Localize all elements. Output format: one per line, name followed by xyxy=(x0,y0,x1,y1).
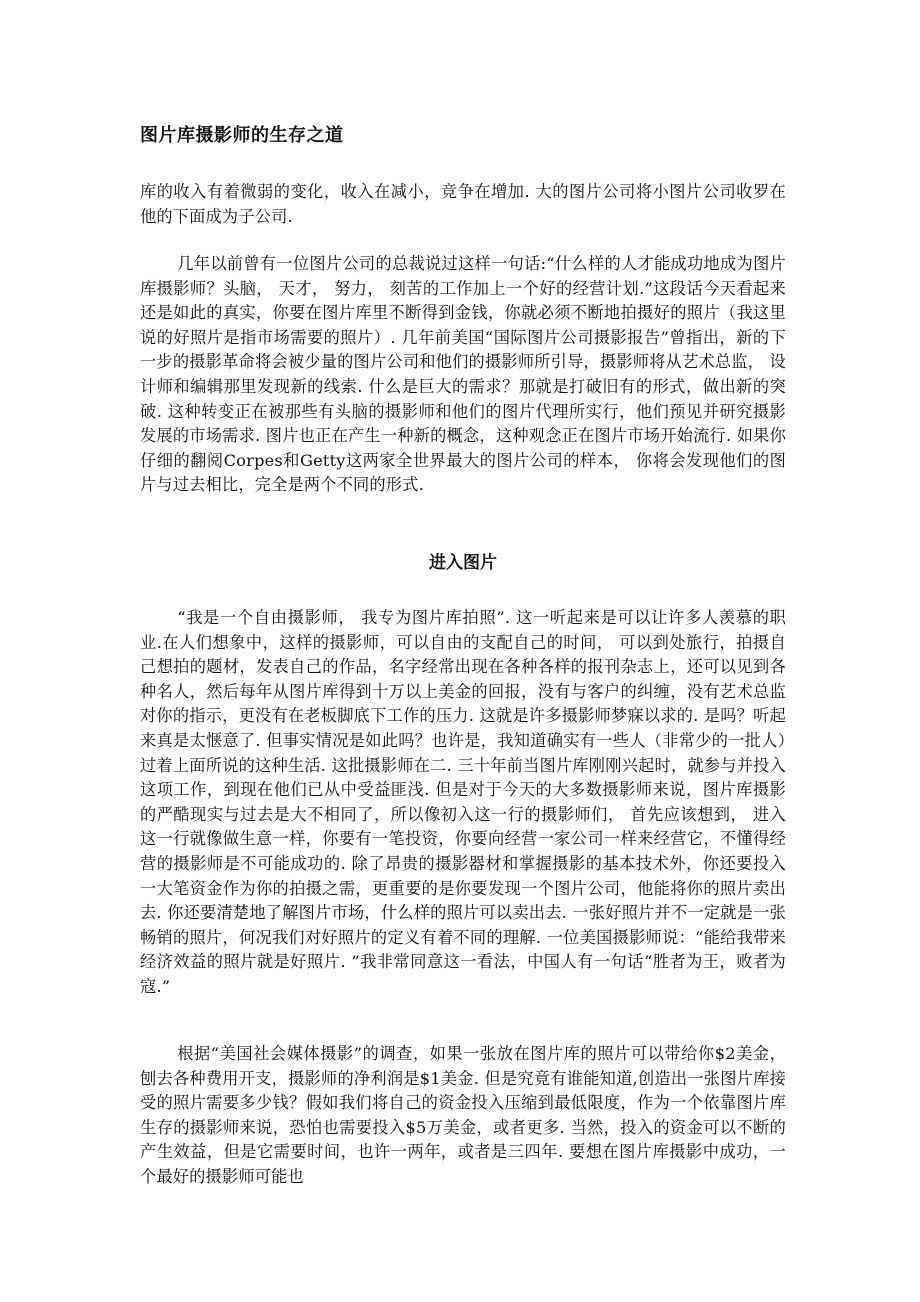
paragraph-freelance-photographer: “我是一个自由摄影师， 我专为图片库拍照”. 这一听起来是可以让许多人羡慕的职业.在人们想象中，这样的摄影师，可以自由的支配自己的时间， 可以到处旅行，拍摄自己想拍的题材，发表自己的作品，名字经常出现在各种各样的报刊杂志上，还可以见到各种名人，然后每年从图片库得到十万以上美金的回报，没有与客户的纠缠，没有艺术总监对你的指示，更没有在老板脚底下工作的压力. 这就是许多摄影师梦寐以求的. 是吗？听起来真是太惬意了. 但事实情况是如此吗？也许是，我知道确实有一些人（非常少的一批人）过着上面所说的这种生活. 这批摄影师在二. 三十年前当图片库刚刚兴起时，就参与并投入这项工作，到现在他们已从中受益匪浅. 但是对于今天的大多数摄影师来说，图片库摄影的严酷现实与过去是大不相同了，所以像初入这一行的摄影师们， 首先应该想到， 进入这一行就像做生意一样，你要有一笔投资，你要向经营一家公司一样来经营它，不懂得经营的摄影师是不可能成功的. 除了昂贵的摄影器材和掌握摄影的基本技术外，你还要投入一大笔资金作为你的拍摄之需，更重要的是你要发现一个图片公司，他能将你的照片卖出去. 你还要清楚地了解图片市场，什么样的照片可以卖出去. 一张好照片并不一定就是一张畅销的照片，何况我们对好照片的定义有着不同的理解. 一位美国摄影师说：“能给我带来经济效益的照片就是好照片. ”我非常同意这一看法，中国人有一句话“胜者为王，败者为寇.” xyxy=(140,608,786,996)
paragraph-president-quote: 几年以前曾有一位图片公司的总裁说过这样一句话:“什么样的人才能成功地成为图片库摄影师？头脑， 天才， 努力， 刻苦的工作加上一个好的经营计划.”这段话今天看起来还是如此的真实，你要在图片库里不断得到金钱，你就必须不断地拍摄好的照片（我这里说的好照片是指市场需要的照片）. 几年前美国“国际图片公司摄影报告”曾指出，新的下一步的摄影革命将会被少量的图片公司和他们的摄影师所引导，摄影师将从艺术总监， 设计师和编辑那里发现新的线索. 什么是巨大的需求？那就是打破旧有的形式，做出新的突破. 这种转变正在被那些有头脑的摄影师和他们的图片代理所实行，他们预见并研究摄影发展的市场需求. 图片也正在产生一种新的概念，这种观念正在图片市场开始流行. 如果你仔细的翻阅Corpes和Getty这两家全世界最大的图片公司的样本， 你将会发现他们的图片与过去相比，完全是两个不同的形式. xyxy=(140,254,786,495)
section-heading: 进入图片 xyxy=(429,553,497,573)
paragraph-survey: 根据“美国社会媒体摄影”的调查，如果一张放在图片库的照片可以带给你$2美金，刨去各种费用开支，摄影师的净利润是$1美金. 但是究竟有谁能知道,创造出一张图片库接受的照片需要多少钱？假如我们将自己的资金投入压缩到最低限度，作为一个依靠图片库生存的摄影师来说，恐怕也需要投入$5万美金，或者更多. 当然，投入的资金可以不断的产生效益，但是它需要时间，也许一两年，或者是三四年. 要想在图片库摄影中成功，一个最好的摄影师可能也 xyxy=(140,1044,786,1186)
document-title: 图片库摄影师的生存之道 xyxy=(140,125,344,146)
paragraph-intro: 库的收入有着微弱的变化，收入在减小，竞争在增加. 大的图片公司将小图片公司收罗在他的下面成为子公司. xyxy=(140,182,786,226)
